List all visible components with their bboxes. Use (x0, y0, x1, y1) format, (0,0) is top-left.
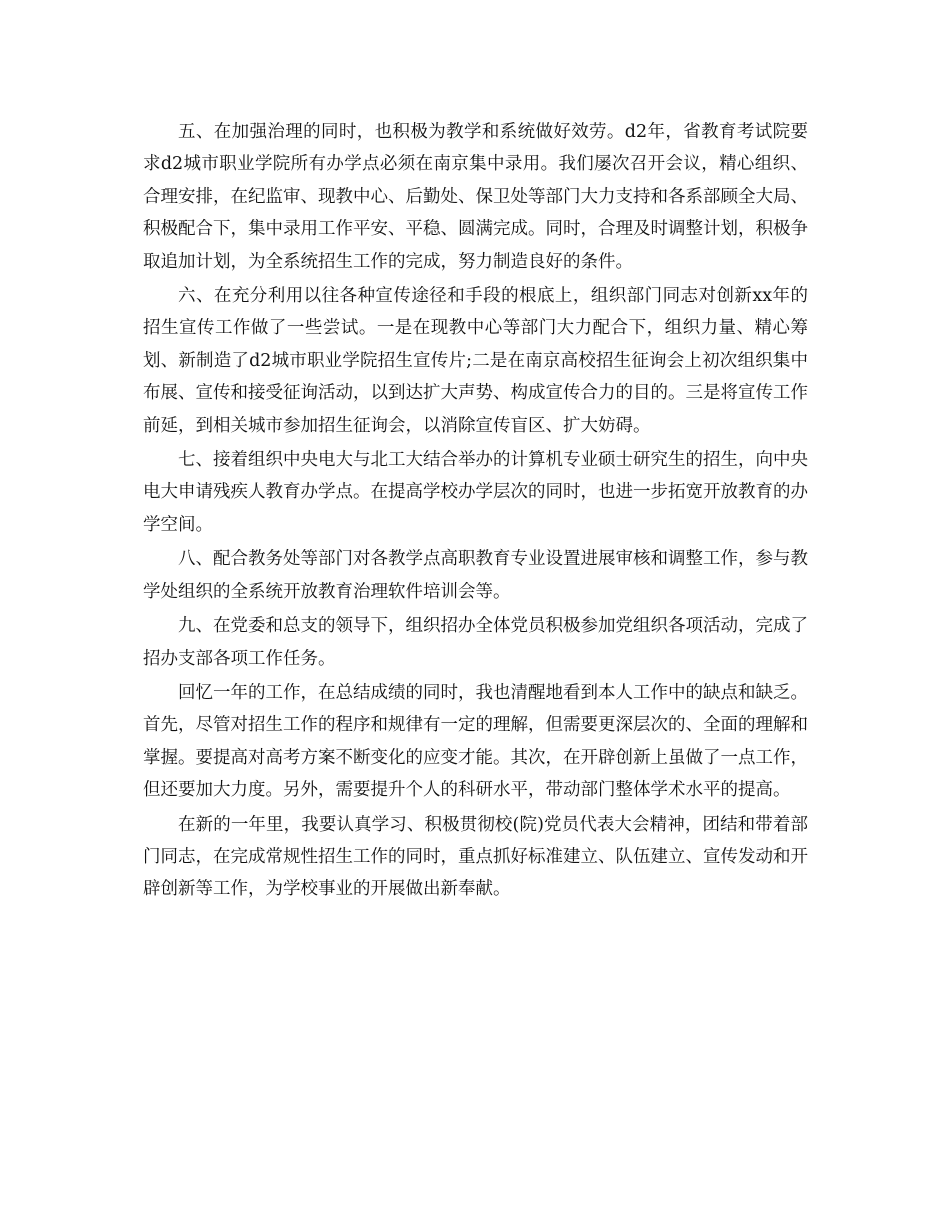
paragraph-eight: 八、配合教务处等部门对各教学点高职教育专业设置进展审核和调整工作，参与教学处组织的全系统开放教育治理软件培训会等。 (143, 549, 808, 602)
paragraph-six: 六、在充分利用以往各种宣传途径和手段的根底上，组织部门同志对创新xx年的招生宣传工作做了一些尝试。一是在现教中心等部门大力配合下，组织力量、精心筹划、新制造了d2城市职业学院招生宣传片;二是在南京高校招生征询会上初次组织集中布展、宣传和接受征询活动，以到达扩大声势、构成宣传合力的目的。三是将宣传工作前延，到相关城市参加招生征询会，以消除宣传盲区、扩大妨碍。 (143, 286, 808, 436)
paragraph-five: 五、在加强治理的同时，也积极为教学和系统做好效劳。d2年，省教育考试院要求d2城市职业学院所有办学点必须在南京集中录用。我们屡次召开会议，精心组织、合理安排，在纪监审、现教中心、后勤处、保卫处等部门大力支持和各系部顾全大局、积极配合下，集中录用工作平安、平稳、圆满完成。同时，合理及时调整计划，积极争取追加计划，为全系统招生工作的完成，努力制造良好的条件。 (143, 122, 808, 272)
document-page (143, 116, 808, 908)
paragraph-nine: 九、在党委和总支的领导下，组织招办全体党员积极参加党组织各项活动，完成了招办支部各项工作任务。 (143, 616, 808, 669)
paragraph-review: 回忆一年的工作，在总结成绩的同时，我也清醒地看到本人工作中的缺点和缺乏。首先，尽管对招生工作的程序和规律有一定的理解，但需要更深层次的、全面的理解和掌握。要提高对高考方案不断变化的应变才能。其次，在开辟创新上虽做了一点工作，但还要加大力度。另外，需要提升个人的科研水平，带动部门整体学术水平的提高。 (143, 682, 808, 801)
paragraph-seven: 七、接着组织中央电大与北工大结合举办的计算机专业硕士研究生的招生，向中央电大申请残疾人教育办学点。在提高学校办学层次的同时，也进一步拓宽开放教育的办学空间。 (143, 450, 808, 535)
paragraph-new-year: 在新的一年里，我要认真学习、积极贯彻校(院)党员代表大会精神，团结和带着部门同志，在完成常规性招生工作的同时，重点抓好标准建立、队伍建立、宣传发动和开辟创新等工作，为学校事业的开展做出新奉献。 (143, 814, 808, 900)
